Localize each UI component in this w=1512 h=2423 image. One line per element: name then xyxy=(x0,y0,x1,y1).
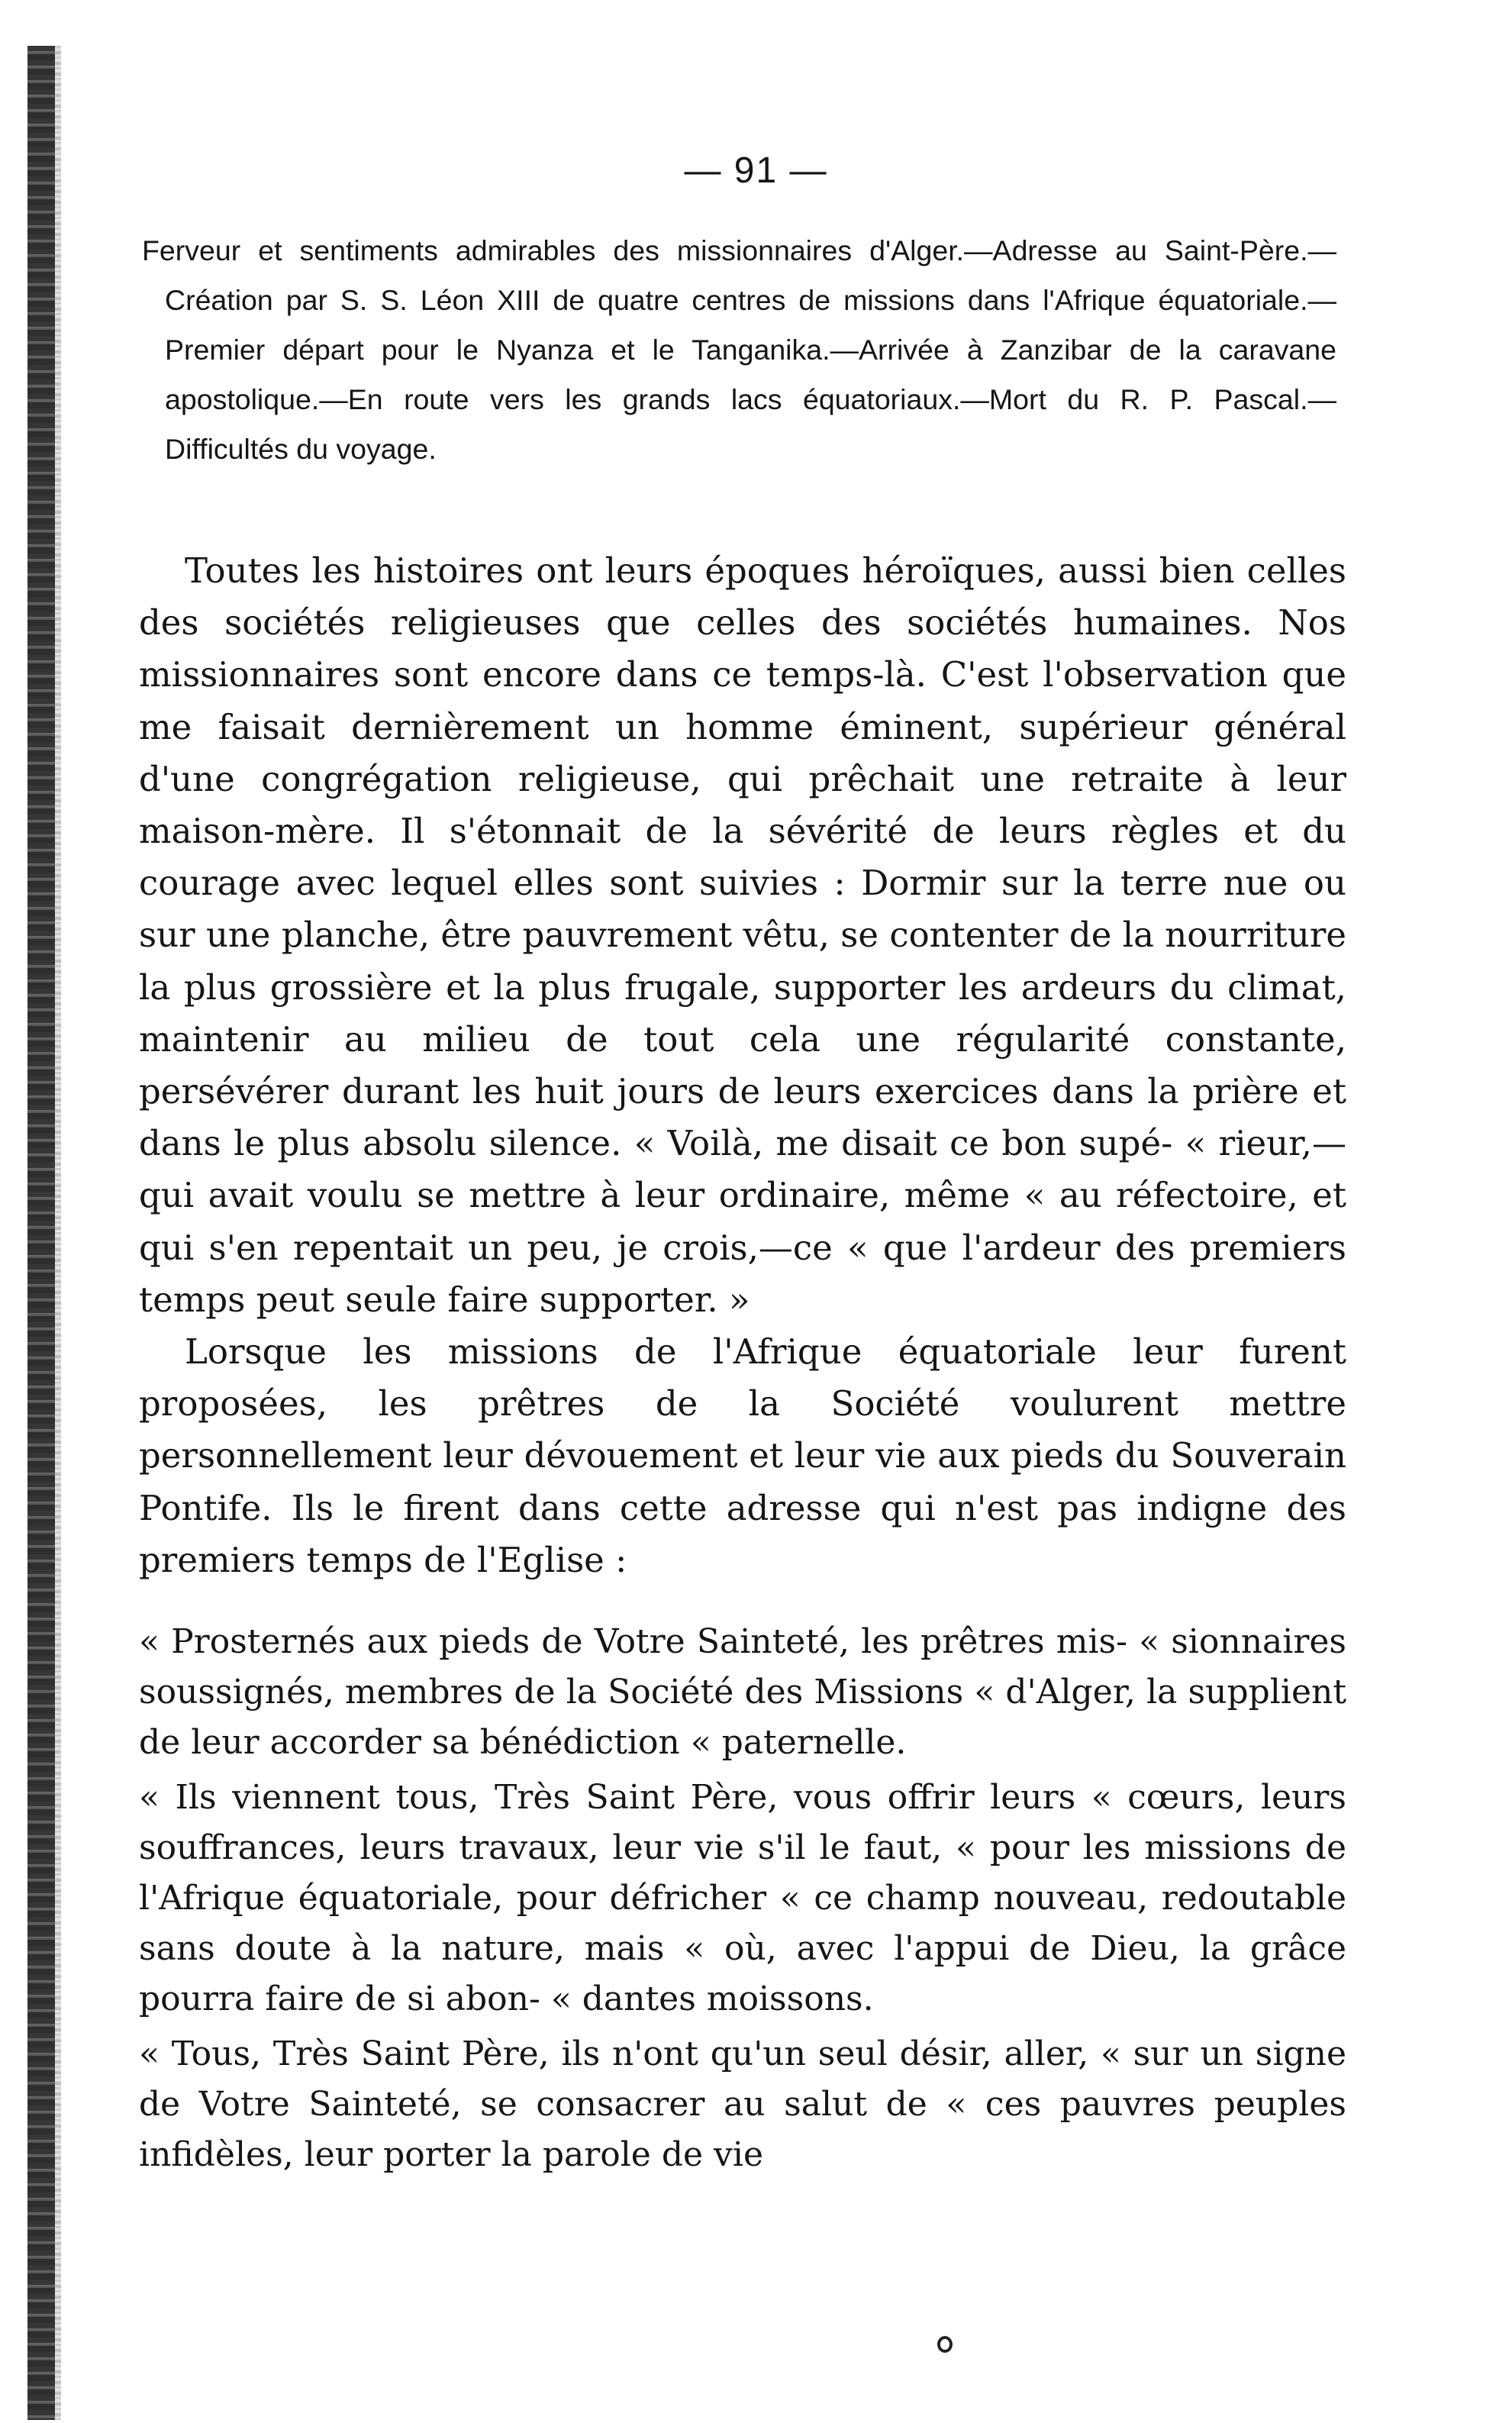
body-paragraph: Toutes les histoires ont leurs époques héroïques, aussi bien celles des sociétés religieuses que celles des sociétés humaines. Nos missionnaires sont encore dans ce temps-là. C'est l'observation que me faisait dernièrement un homme éminent, supérieur général d'une congrégation religieuse, qui prêchait une retraite à leur maison-mère. Il s'étonnait de la sévérité de leurs règles et du courage avec lequel elles sont suivies : Dormir sur la terre nue ou sur une planche, être pauvrement vêtu, se contenter de la nourriture la plus grossière et la plus frugale, supporter les ardeurs du climat, maintenir au milieu de tout cela une régularité constante, persévérer durant les huit jours de leurs exercices dans la prière et dans le plus absolu silence. « Voilà, me disait ce bon supé- « rieur,—qui avait voulu se mettre à leur ordinaire, même « au réfectoire, et qui s'en repentait un peu, je crois,—ce « que l'ardeur des premiers temps peut seule faire supporter. » xyxy=(139,550,1346,1320)
address-paragraph: « Tous, Très Saint Père, ils n'ont qu'un seul désir, aller, « sur un signe de Votre Sainteté, se consacrer au salut de « ces pauvres peuples infidèles, leur porter la parole de vie xyxy=(139,2034,1346,2175)
address-paragraph: « Ils viennent tous, Très Saint Père, vous offrir leurs « cœurs, leurs souffrances, leurs travaux, leur vie s'il le faut, « pour les missions de l'Afrique équatoriale, pour défricher « ce champ nouveau, redoutable sans doute à la nature, mais « où, avec l'appui de Dieu, la grâce pourra faire de si abon- « dantes moissons. xyxy=(139,1778,1346,2019)
scan-binding-edge xyxy=(27,46,55,2420)
body-paragraph: Lorsque les missions de l'Afrique équatoriale leur furent proposées, les prêtres de la Société voulurent mettre personnellement leur dévouement et leur vie aux pieds du Souverain Pontife. Ils le firent dans cette adresse qui n'est pas indigne des premiers temps de l'Eglise : xyxy=(139,1331,1346,1580)
page-number: — 91 — xyxy=(684,150,828,191)
address-paragraph: « Prosternés aux pieds de Votre Sainteté, les prêtres mis- « sionnaires soussignés, membres de la Société des Missions « d'Alger, la supplient de leur accorder sa bénédiction « paternelle. xyxy=(139,1622,1346,1763)
ink-speck xyxy=(937,2336,953,2353)
spacer xyxy=(139,1586,1346,1617)
scan-binding-shadow xyxy=(55,46,61,2420)
main-text xyxy=(139,545,1346,2180)
chapter-summary: Ferveur et sentiments admirables des missionnaires d'Alger.—Adresse au Saint-Père.—Création par S. S. Léon XIII de quatre centres de missions dans l'Afrique équatoriale.—Premier départ pour le Nyanza et le Tanganika.—Arrivée à Zanzibar de la caravane apostolique.—En route vers les grands lacs équatoriaux.—Mort du R. P. Pascal.— Difficultés du voyage. xyxy=(142,234,1336,465)
quoted-address xyxy=(139,1617,1346,2180)
